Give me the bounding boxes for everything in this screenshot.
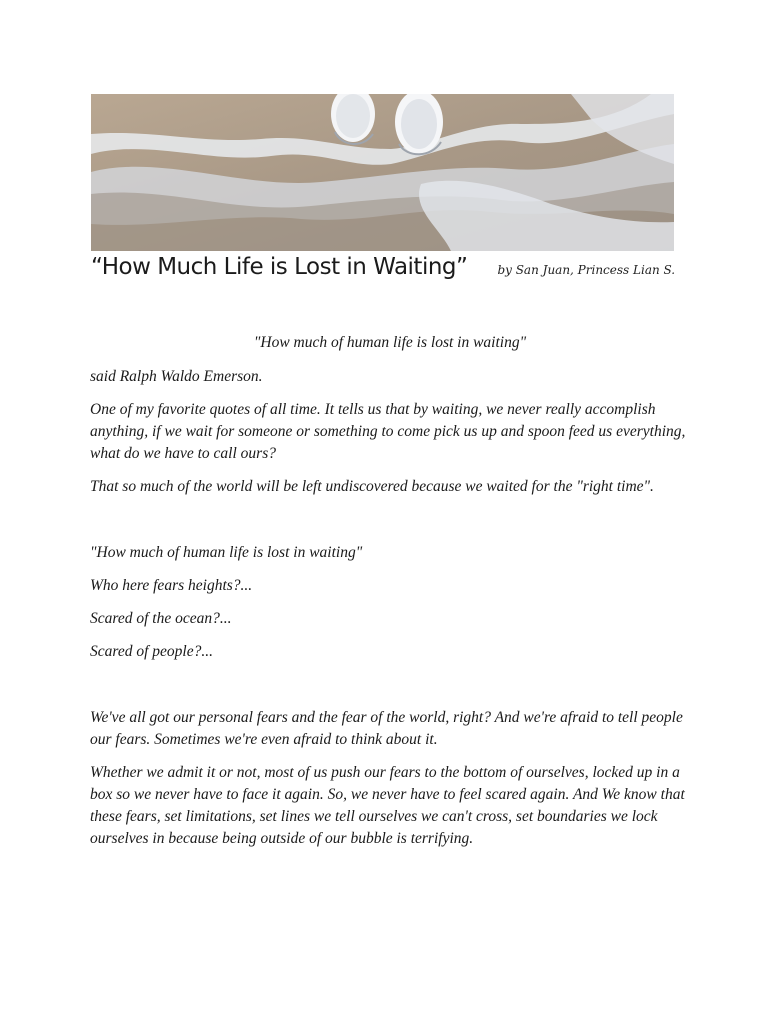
paragraph: said Ralph Waldo Emerson. [90,368,263,385]
paragraph: Whether we admit it or not, most of us push our fears to the bottom of ourselves, locked up in a box so we never have to face it again. So, we never have to feel scared again. And We know that these fears, set limitations, set lines we tell ourselves we can't cross, set boundaries we lock ourselves in because being outside of our bubble is terrifying. [90,764,685,847]
paragraph: One of my favorite quotes of all time. It tells us that by waiting, we never really accomplish anything, if we wait for someone or something to come pick us up and spoon feed us everything, what do we have to call ours? [90,401,686,462]
paragraph: Scared of people?... [90,643,213,660]
document-title: “How Much Life is Lost in Waiting” [91,254,468,280]
paragraph: "How much of human life is lost in waiting" [90,544,363,561]
paragraph: Scared of the ocean?... [90,610,232,627]
centered-quote: "How much of human life is lost in waiting" [253,334,527,351]
article-body [90,332,690,861]
paragraph: That so much of the world will be left undiscovered because we waited for the "right time". [90,478,654,495]
byline: by San Juan, Princess Lian S. [497,263,676,277]
beach-feet-photo [91,94,674,251]
spacer [90,674,690,707]
title-row [91,254,691,288]
header-photo [91,94,674,251]
paragraph: Who here fears heights?... [90,577,253,594]
spacer [90,509,690,542]
paragraph: We've all got our personal fears and the fear of the world, right? And we're afraid to tell people our fears. Sometimes we're even afraid to think about it. [90,709,683,748]
